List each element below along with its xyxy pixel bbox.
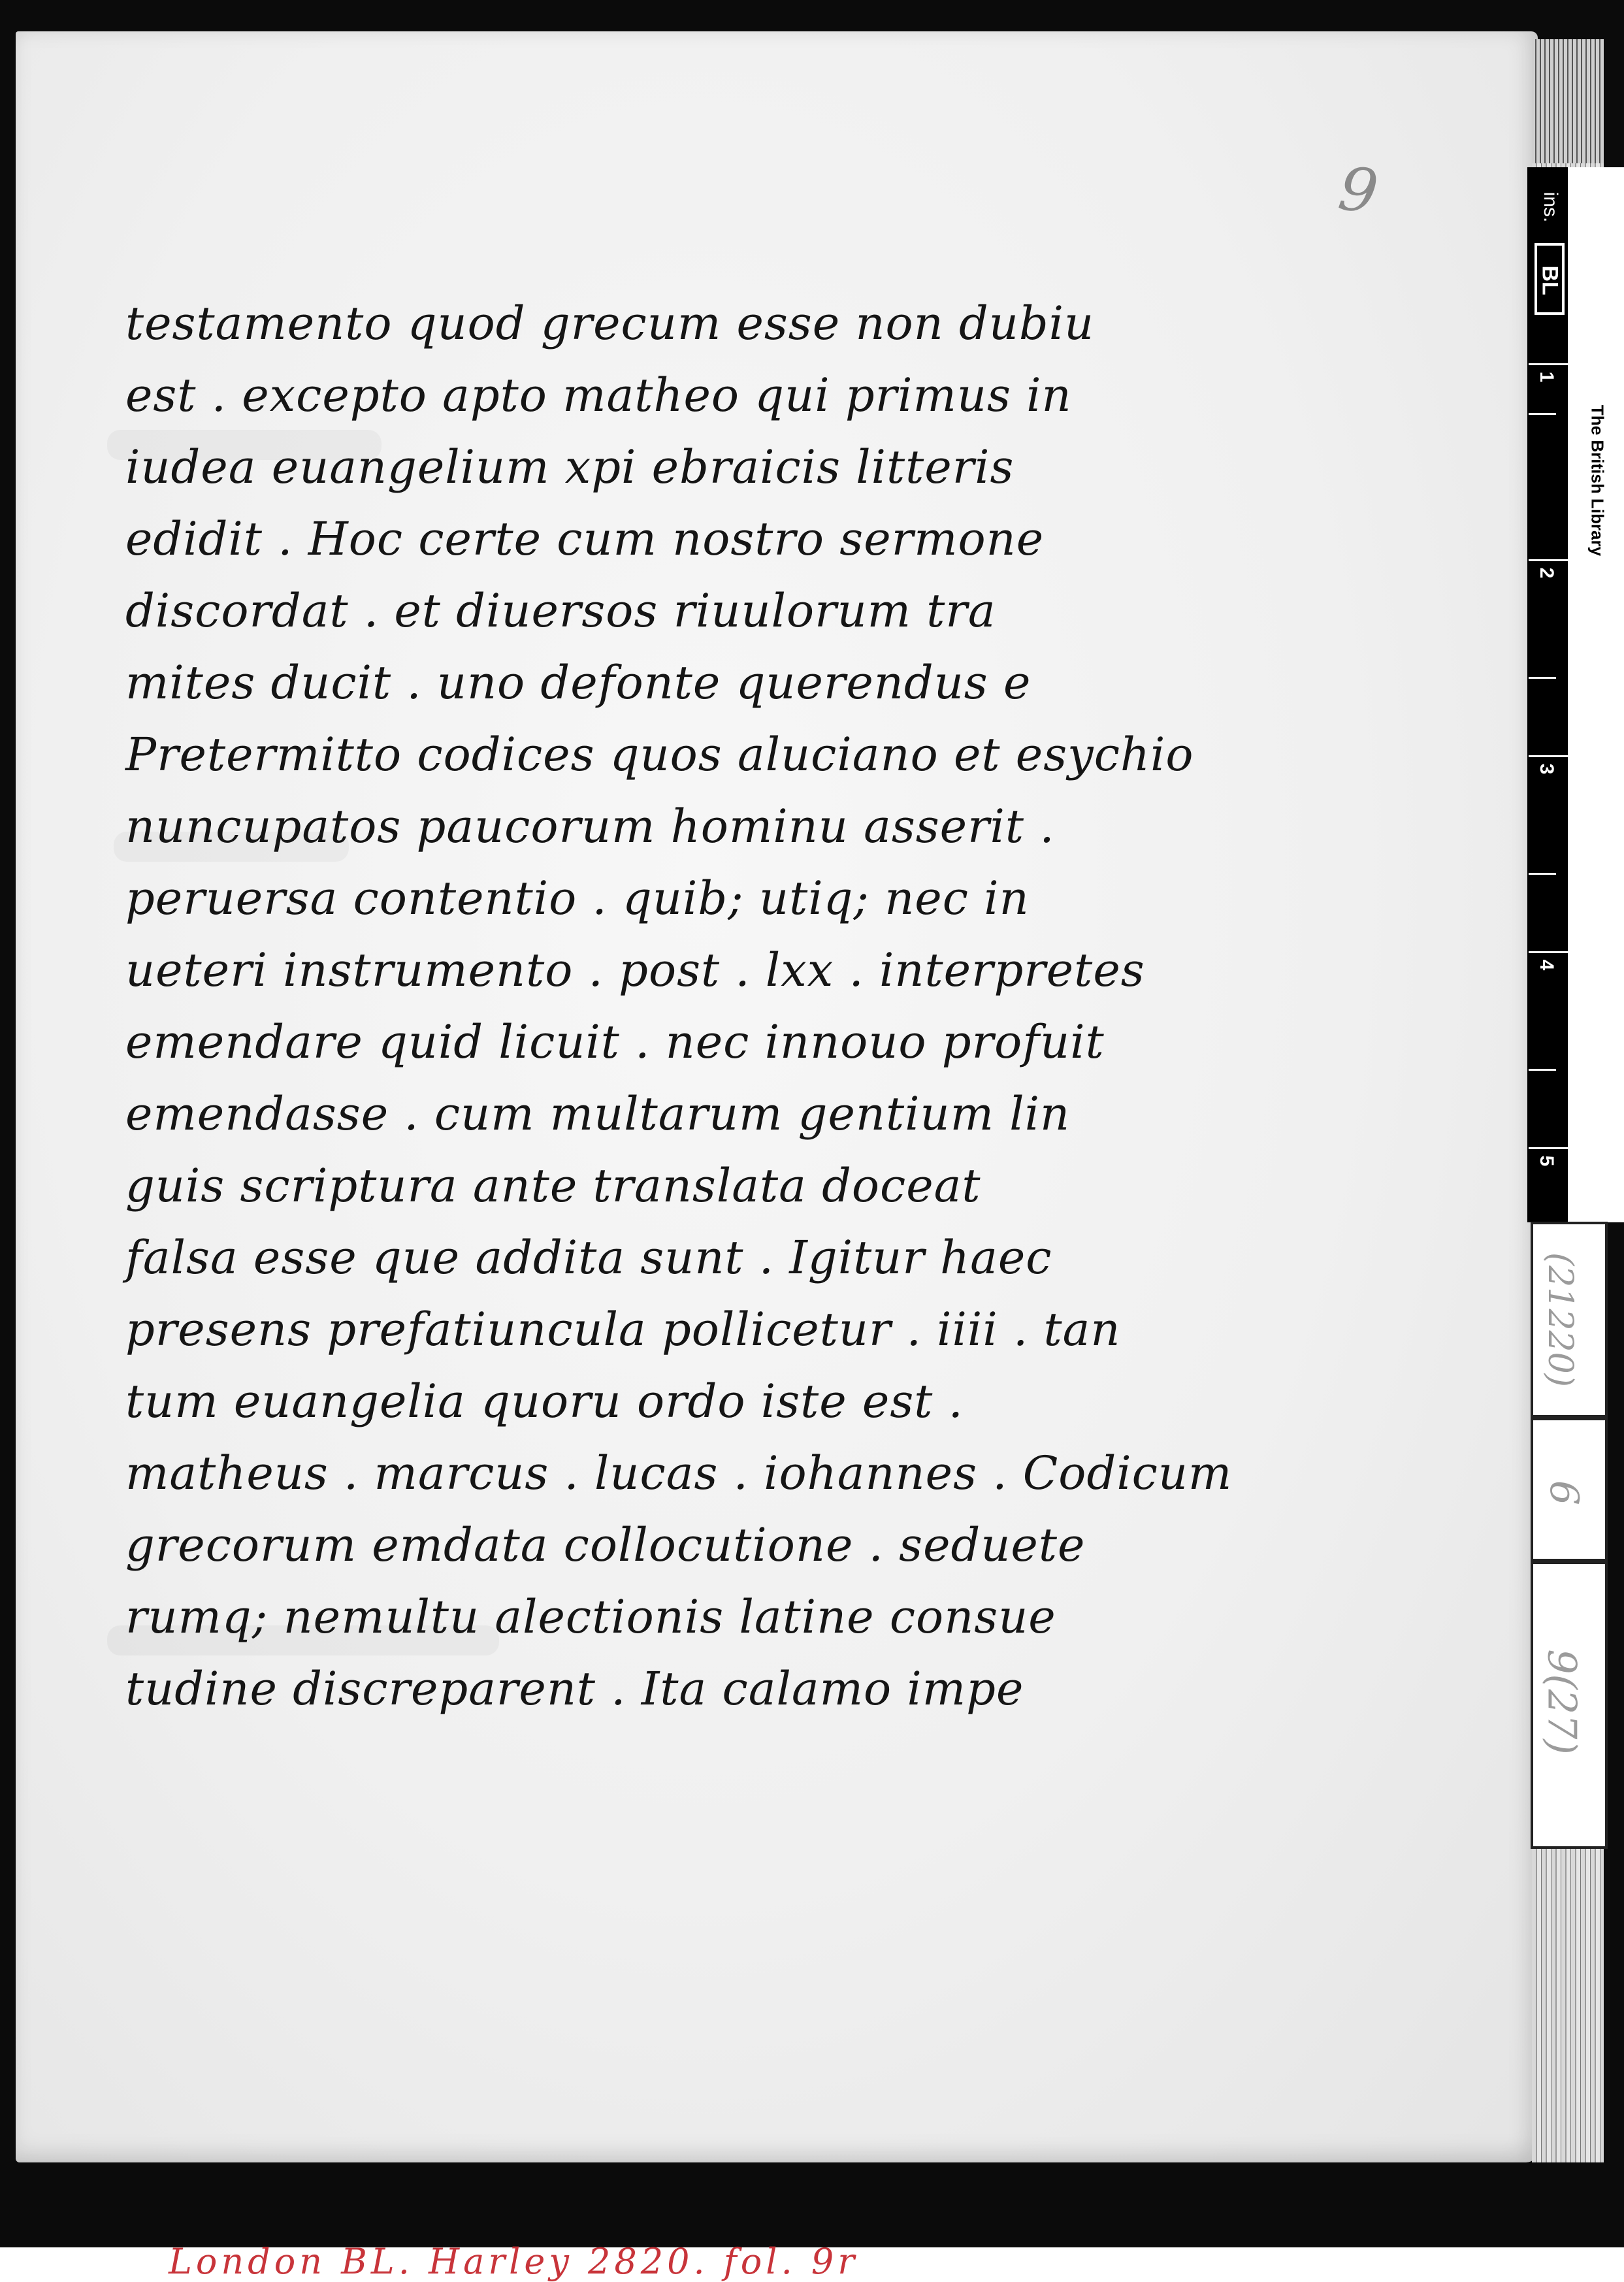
text-line: iudea euangelium xpi ebraicis litteris bbox=[125, 440, 1015, 494]
bl-logo-text: BL bbox=[1537, 265, 1563, 295]
scale-mark: 1 bbox=[1536, 371, 1557, 383]
text-line: tum euangelia quoru ordo iste est . bbox=[125, 1375, 964, 1428]
text-line: grecorum emdata collocutione . seduete bbox=[125, 1518, 1086, 1572]
scale-mark: 4 bbox=[1536, 959, 1557, 971]
bl-logo-icon bbox=[1535, 243, 1565, 315]
text-line: edidit . Hoc certe cum nostro sermone bbox=[125, 512, 1045, 566]
scale-bar-label-strip bbox=[1568, 167, 1624, 1222]
page-edges-top bbox=[1532, 39, 1604, 163]
scale-tick bbox=[1529, 677, 1556, 679]
scale-publisher: The British Library bbox=[1587, 404, 1608, 557]
text-line: mites ducit . uno defonte querendus e bbox=[125, 656, 1031, 709]
text-line: testamento quod grecum esse non dubiu bbox=[125, 297, 1095, 350]
scale-tick bbox=[1529, 413, 1556, 415]
text-line: emendasse . cum multarum gentium lin bbox=[125, 1087, 1071, 1141]
text-line: nuncupatos paucorum hominu asserit . bbox=[125, 800, 1055, 853]
caption: London BL. Harley 2820. fol. 9r bbox=[169, 2241, 859, 2282]
shelfmark-pencil: 6 bbox=[1541, 1480, 1587, 1506]
shelfmark-pencil: 9(27) bbox=[1538, 1649, 1585, 1755]
text-line: tudine discreparent . Ita calamo impe bbox=[125, 1662, 1024, 1716]
text-line: peruersa contentio . quib; utiq; nec in bbox=[125, 872, 1030, 925]
scale-mark: 2 bbox=[1536, 567, 1557, 579]
text-line: presens prefatiuncula pollicetur . iiii . tan bbox=[125, 1303, 1121, 1356]
shelfmark-pencil: (21220) bbox=[1540, 1252, 1580, 1387]
text-line: est . excepto apto matheo qui primus in bbox=[125, 368, 1072, 422]
text-line: Pretermitto codices quos aluciano et esychio bbox=[125, 728, 1194, 781]
scale-mark: 3 bbox=[1536, 763, 1557, 775]
text-line: emendare quid licuit . nec innouo profuit bbox=[125, 1015, 1105, 1069]
folio-number: 9 bbox=[1334, 153, 1382, 228]
text-line: ueteri instrumento . post . lxx . interpretes bbox=[125, 943, 1145, 997]
text-line: rumq; nemultu alectionis latine consue bbox=[125, 1590, 1056, 1644]
text-line: matheus . marcus . lucas . iohannes . Codicum bbox=[125, 1446, 1233, 1500]
text-block bbox=[125, 287, 1233, 1725]
text-line: guis scriptura ante translata doceat bbox=[125, 1159, 981, 1213]
scale-tick bbox=[1529, 1069, 1556, 1071]
scale-unit-label: ins. bbox=[1540, 191, 1561, 223]
scale-mark: 5 bbox=[1536, 1155, 1557, 1167]
text-line: falsa esse que addita sunt . Igitur haec bbox=[125, 1231, 1052, 1284]
text-line: discordat . et diuersos riuulorum tra bbox=[125, 584, 996, 638]
scale-tick bbox=[1529, 873, 1556, 875]
